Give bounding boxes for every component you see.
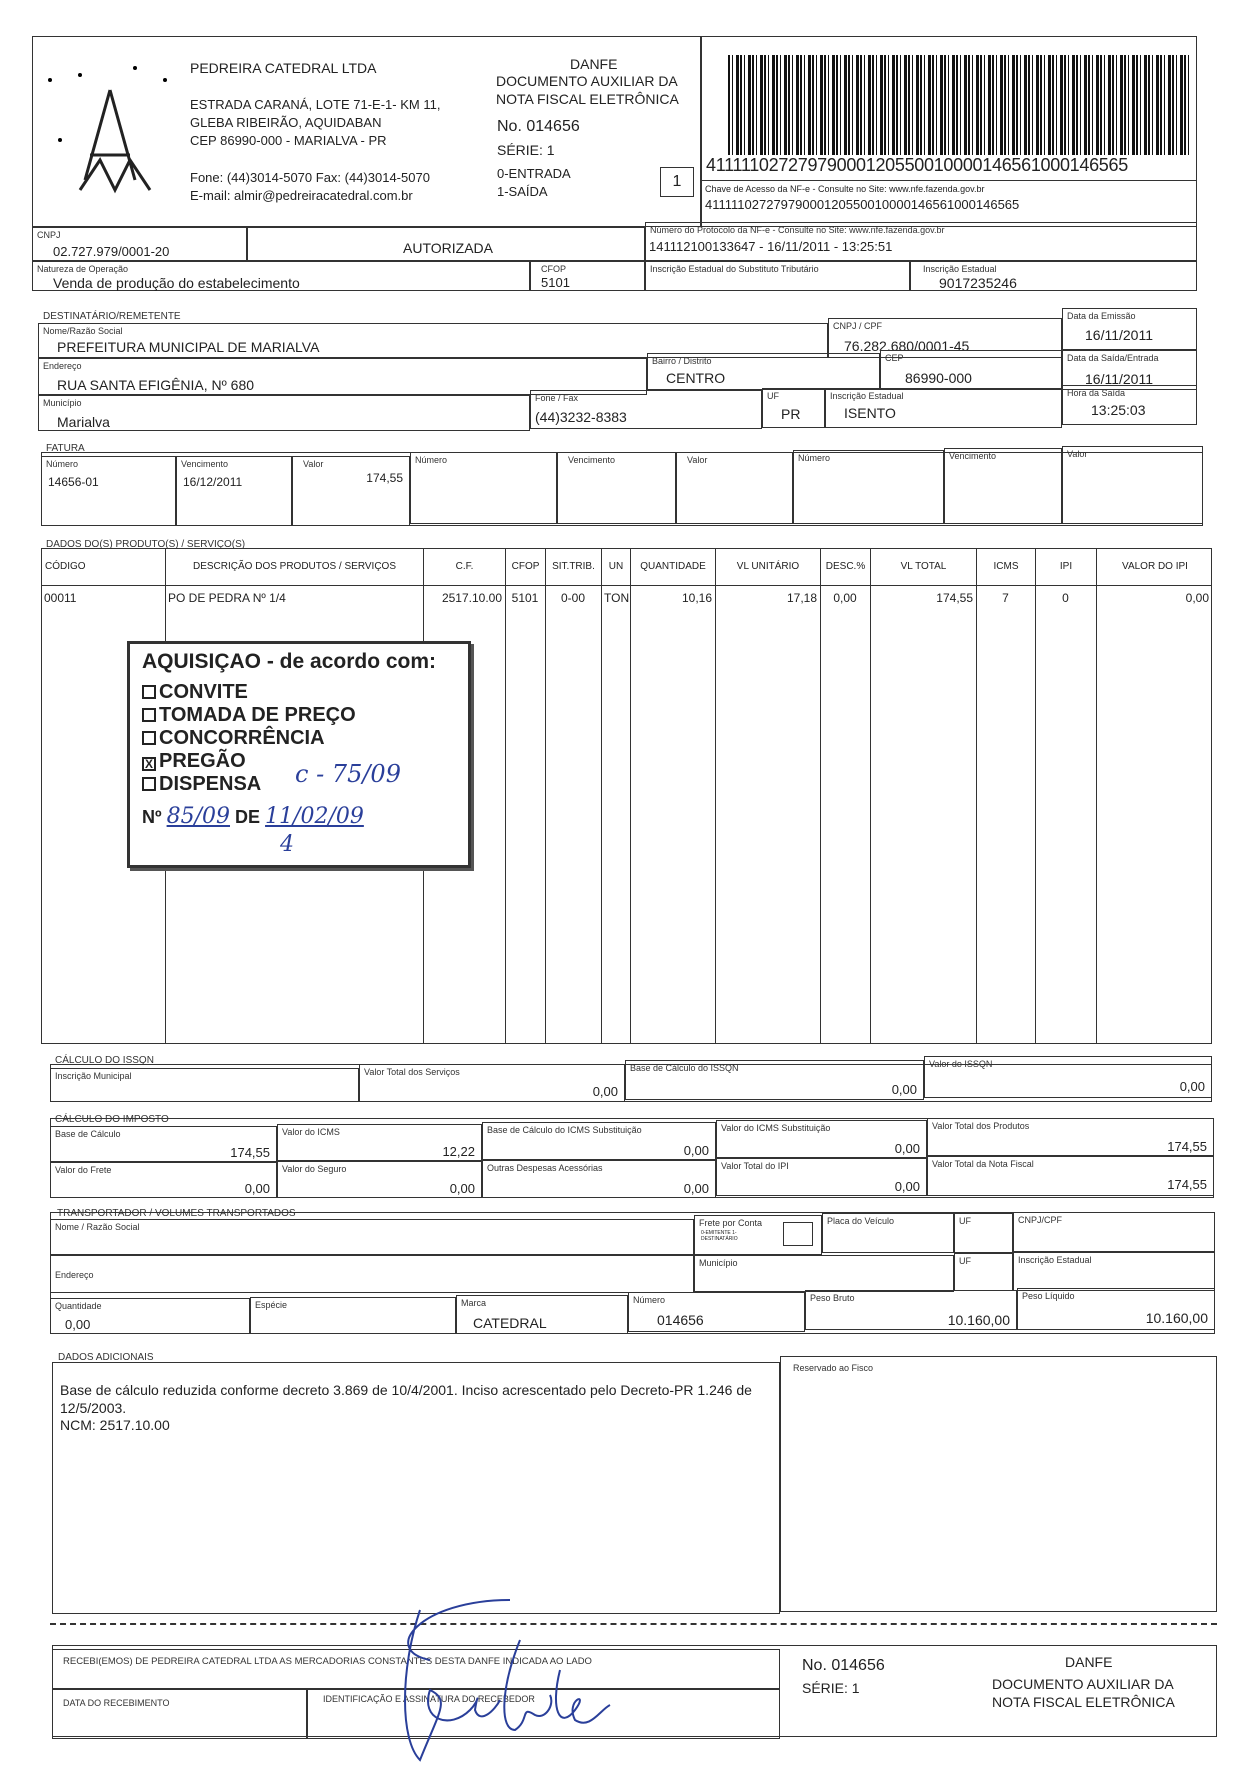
- danfe-number: No. 014656: [497, 118, 580, 135]
- section-title: DADOS ADICIONAIS: [58, 1352, 154, 1363]
- danfe-subtitle: NOTA FISCAL ELETRÔNICA: [496, 91, 679, 107]
- access-key: 41111102727979000120550010000146561000146565: [705, 197, 1020, 212]
- stamp-option: TOMADA DE PREÇO: [159, 704, 356, 726]
- frete-checkbox[interactable]: [783, 1222, 813, 1246]
- issqn-vts: Valor Total dos Serviços 0,00: [359, 1064, 625, 1102]
- checked-box-icon: X: [142, 757, 156, 771]
- receipt-danfe-sub: DOCUMENTO AUXILIAR DA: [992, 1676, 1174, 1692]
- column-divider: [506, 585, 546, 1043]
- fisco-box: Reservado ao Fisco: [780, 1356, 1217, 1612]
- divider: [700, 36, 702, 227]
- transp-quantidade: Quantidade 0,00: [50, 1298, 250, 1334]
- transp-peso-liquido: Peso Líquido 10.160,00: [1017, 1288, 1215, 1330]
- column-header-codigo: CÓDIGO: [42, 549, 166, 585]
- cell-valor-ipi: 0,00: [1185, 591, 1209, 605]
- column-header-cfop: CFOP: [506, 549, 546, 585]
- fatura-valor-3: Valor: [1062, 446, 1203, 524]
- receipt-text: RECEBI(EMOS) DE PEDREIRA CATEDRAL LTDA AS MERCADORIAS CONSTANTES DESTA DANFE INDICADA AO LADO: [52, 1649, 780, 1689]
- transp-marca: Marca CATEDRAL: [456, 1295, 628, 1334]
- handwritten-signature: [360, 1590, 680, 1770]
- transp-municipio: Município: [694, 1255, 954, 1292]
- fatura-numero: Número 14656-01: [41, 456, 176, 526]
- status-cell: [247, 227, 645, 261]
- imposto-frete: Valor do Frete 0,00: [50, 1162, 277, 1198]
- receipt-number: No. 014656: [802, 1657, 885, 1674]
- imposto-base: Base de Cálculo 174,55: [50, 1126, 277, 1162]
- fatura-valor: Valor 174,55: [292, 456, 410, 526]
- access-key-label: Chave de Acesso da NF-e - Consulte no Site: www.nfe.fazenda.gov.br: [705, 184, 985, 194]
- dest-fone: Fone / Fax (44)3232-8383: [530, 390, 762, 429]
- transp-frete: Frete por Conta 0-EMITENTE 1-DESTINATÁRIO: [694, 1215, 822, 1255]
- transp-peso-bruto: Peso Bruto 10.160,00: [805, 1290, 1017, 1330]
- ncm-text: NCM: 2517.10.00: [60, 1417, 170, 1433]
- company-logo: [40, 60, 180, 200]
- cell-quantidade: 10,16: [681, 591, 712, 605]
- column-header-descricao: DESCRIÇÃO DOS PRODUTOS / SERVIÇOS: [166, 549, 424, 585]
- stamp-option: PREGÃO: [159, 750, 246, 772]
- natureza-cell: Natureza de Operação Venda de produção do estabelecimento: [32, 261, 530, 291]
- cell-cfop: 5101: [511, 591, 539, 605]
- dest-municipio: Município Marialva: [38, 395, 530, 431]
- company-name: PEDREIRA CATEDRAL LTDA: [190, 60, 377, 76]
- company-address: ESTRADA CARANÁ, LOTE 71-E-1- KM 11,: [190, 97, 441, 112]
- receipt-signature[interactable]: IDENTIFICAÇÃO E ASSINATURA DO RECEBEDOR: [307, 1689, 780, 1739]
- dest-saida: Data da Saída/Entrada 16/11/2011: [1062, 350, 1197, 390]
- column-divider: [631, 585, 716, 1043]
- fatura-valor-2: Valor: [676, 452, 793, 524]
- imposto-outras: Outras Despesas Acessórias 0,00: [482, 1160, 716, 1198]
- transp-especie: Espécie: [250, 1297, 456, 1334]
- section-title: CÁLCULO DO IMPOSTO: [55, 1114, 169, 1125]
- handwritten-date: 11/02/09: [265, 804, 364, 829]
- additional-info-text: Base de cálculo reduzida conforme decreto 3.869 de 10/4/2001. Inciso acrescentado pelo Decreto-PR 1.246 de 12/5/2003.: [60, 1382, 752, 1416]
- protocol-cell: Número do Protocolo da NF-e - Consulte no Site: www.nfe.fazenda.gov.br 141112100133647 - 16/11/2011 - 13:25:51: [645, 222, 1197, 261]
- dados-adicionais-box: [52, 1362, 780, 1614]
- section-title: CÁLCULO DO ISSQN: [55, 1055, 154, 1066]
- receipt-danfe: DANFE: [1065, 1654, 1113, 1670]
- section-title: FATURA: [46, 443, 85, 454]
- column-header-icms: ICMS: [977, 549, 1036, 585]
- acquisition-stamp: AQUISIÇAO - de acordo com: CONVITE TOMADA DE PREÇO CONCORRÊNCIA X PREGÃO DISPENSA c - 75/09 Nº 85/09 DE 11/02/09 4: [127, 641, 471, 868]
- transp-uf: UF: [954, 1213, 1013, 1253]
- transp-uf-2: UF: [954, 1253, 1013, 1291]
- issqn-im: Inscrição Municipal: [50, 1068, 359, 1102]
- imposto-icms-st: Valor do ICMS Substituição 0,00: [716, 1120, 927, 1158]
- dest-ie: Inscrição Estadual ISENTO: [825, 388, 1062, 428]
- transp-cnpj: CNPJ/CPF: [1013, 1212, 1215, 1252]
- cell-cf: 2517.10.00: [441, 591, 502, 605]
- transp-nome: Nome / Razão Social: [50, 1219, 694, 1255]
- cell-descricao: PO DE PEDRA Nº 1/4: [168, 591, 286, 605]
- issqn-base: Base de Cálculo do ISSQN 0,00: [625, 1060, 924, 1100]
- company-phone: Fone: (44)3014-5070 Fax: (44)3014-5070: [190, 170, 430, 185]
- column-divider: [821, 585, 871, 1043]
- cell-sit-trib: 0-00: [560, 591, 586, 605]
- column-header-sit-trib: SIT.TRIB.: [546, 549, 602, 585]
- danfe-type-box: 1: [660, 167, 694, 197]
- section-title: DADOS DO(S) PRODUTO(S) / SERVIÇO(S): [46, 539, 246, 550]
- column-divider: [977, 585, 1036, 1043]
- receipt-danfe-sub: NOTA FISCAL ELETRÔNICA: [992, 1694, 1175, 1710]
- imposto-vtp: Valor Total dos Produtos 174,55: [927, 1118, 1214, 1156]
- section-title: DESTINATÁRIO/REMETENTE: [43, 311, 181, 322]
- handwritten-note: 4: [280, 832, 294, 857]
- imposto-ipi: Valor Total do IPI 0,00: [716, 1158, 927, 1196]
- column-header-desc: DESC.%: [821, 549, 871, 585]
- imposto-base-st: Base de Cálculo do ICMS Substituição 0,00: [482, 1122, 716, 1160]
- cell-icms: 7: [1002, 591, 1009, 605]
- status-badge: AUTORIZADA: [403, 240, 493, 256]
- dest-bairro: Bairro / Distrito CENTRO: [647, 353, 880, 390]
- ie-st-cell: Inscrição Estadual do Substituto Tributário: [645, 261, 910, 291]
- cnpj-cell: CNPJ 02.727.979/0001-20: [32, 227, 247, 261]
- barcode: [728, 55, 1190, 155]
- column-header-vl-unitario: VL UNITÁRIO: [716, 549, 821, 585]
- dest-hora: Hora da Saída 13:25:03: [1062, 385, 1197, 425]
- danfe-serie: SÉRIE: 1: [497, 142, 555, 158]
- stamp-option: CONVITE: [159, 681, 248, 703]
- dest-emissao: Data da Emissão 16/11/2011: [1062, 308, 1197, 350]
- danfe-subtitle: DOCUMENTO AUXILIAR DA: [496, 73, 678, 89]
- dest-nome: Nome/Razão Social PREFEITURA MUNICIPAL DE MARIALVA: [38, 323, 828, 358]
- company-email: E-mail: almir@pedreiracatedral.com.br: [190, 188, 413, 203]
- transp-ie: Inscrição Estadual: [1013, 1252, 1215, 1291]
- stamp-title: AQUISIÇAO - de acordo com:: [142, 650, 437, 673]
- cell-un: TON: [604, 591, 630, 605]
- fatura-numero-3: Número: [793, 450, 944, 524]
- column-header-vl-total: VL TOTAL: [871, 549, 977, 585]
- fatura-vencimento-2: Vencimento: [557, 452, 676, 524]
- danfe-saida: 1-SAÍDA: [497, 184, 548, 199]
- column-header-quantidade: QUANTIDADE: [631, 549, 716, 585]
- fatura-vencimento-3: Vencimento: [944, 448, 1062, 524]
- company-address: CEP 86990-000 - MARIALVA - PR: [190, 133, 387, 148]
- column-divider: [602, 585, 631, 1043]
- cell-ipi: 0: [1062, 591, 1069, 605]
- company-address: GLEBA RIBEIRÃO, AQUIDABAN: [190, 115, 382, 130]
- transp-endereco: Endereço: [50, 1255, 694, 1293]
- imposto-vtn: Valor Total da Nota Fiscal 174,55: [927, 1156, 1214, 1196]
- cell-desc: 0,00: [833, 591, 857, 605]
- column-header-cf: C.F.: [424, 549, 506, 585]
- column-divider: [716, 585, 821, 1043]
- cell-codigo: 00011: [44, 591, 77, 605]
- danfe-entrada: 0-ENTRADA: [497, 166, 571, 181]
- column-divider: [1036, 585, 1097, 1043]
- cell-vl-unitario: 17,18: [786, 591, 817, 605]
- cell-vl-total: 174,55: [936, 591, 973, 605]
- imposto-seguro: Valor do Seguro 0,00: [277, 1161, 482, 1198]
- column-header-valor-ipi: VALOR DO IPI: [1122, 561, 1188, 572]
- dest-cep: CEP 86990-000: [880, 350, 1062, 390]
- ie-cell: Inscrição Estadual 9017235246: [910, 261, 1197, 291]
- fatura-vencimento: Vencimento 16/12/2011: [176, 456, 292, 526]
- stamp-option: CONCORRÊNCIA: [159, 727, 325, 749]
- receipt-date: DATA DO RECEBIMENTO: [52, 1689, 307, 1739]
- dest-endereco: Endereço RUA SANTA EFIGÊNIA, Nº 680: [38, 358, 647, 395]
- dest-uf: UF PR: [762, 388, 825, 428]
- stamp-option: DISPENSA: [159, 773, 262, 795]
- imposto-icms: Valor do ICMS 12,22: [277, 1124, 482, 1161]
- column-divider: [546, 585, 602, 1043]
- receipt-serie: SÉRIE: 1: [802, 1680, 860, 1696]
- column-divider: [871, 585, 977, 1043]
- danfe-title: DANFE: [570, 56, 618, 72]
- fatura-numero-2: Número: [410, 452, 557, 524]
- transp-numero: Número 014656: [628, 1292, 805, 1332]
- handwritten-note: c - 75/09: [295, 760, 401, 788]
- cfop-cell: CFOP 5101: [530, 261, 645, 291]
- column-header-ipi: IPI: [1036, 549, 1097, 585]
- dest-cnpj: CNPJ / CPF 76.282.680/0001-45: [828, 318, 1062, 358]
- access-key-large: 41111102727979000120550010000146561000146565: [706, 155, 1128, 175]
- column-header-un: UN: [602, 549, 631, 585]
- transp-placa: Placa do Veículo: [822, 1213, 954, 1253]
- section-title: TRANSPORTADOR / VOLUMES TRANSPORTADOS: [57, 1208, 296, 1219]
- issqn-valor: Valor do ISSQN 0,00: [924, 1056, 1212, 1098]
- handwritten-number: 85/09: [166, 804, 230, 829]
